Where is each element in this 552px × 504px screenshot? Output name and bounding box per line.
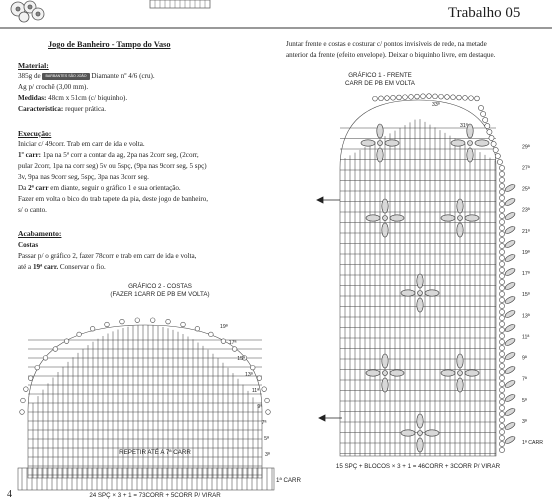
chart2-row-label: 3ª <box>265 452 270 458</box>
exec-line-7: s/ o canto. <box>18 206 47 214</box>
picot-stitch <box>497 159 502 164</box>
medidas-label: Medidas: <box>18 94 47 102</box>
flower-petal <box>366 215 380 221</box>
picot-stitch <box>499 207 504 212</box>
picot-stitch <box>499 393 504 398</box>
picot-stitch <box>499 243 504 248</box>
chart1-row-label: 31ª <box>460 123 468 130</box>
material-line-2: Ag p/ crochê (3,00 mm). <box>18 83 89 91</box>
chart1-row-labels <box>432 102 543 446</box>
flower-petal <box>401 290 415 296</box>
picot-stitch <box>499 441 504 446</box>
picot-stitch <box>499 333 504 338</box>
chart1-row-label: 25ª <box>522 186 530 193</box>
edge-leaf <box>504 309 516 319</box>
picot-stitch <box>427 94 432 99</box>
exec-row2-label: 2ª carr <box>28 184 49 192</box>
edge-leaf <box>504 407 516 417</box>
picot-stitch <box>499 297 504 302</box>
edge-leaf <box>504 393 516 403</box>
exec-line5-pre: Da <box>18 184 27 192</box>
chart2-repeat-label: REPETIR ATÉ A 7ª CARR <box>119 449 191 456</box>
chart1-subtitle: CARR DE PB EM VOLTA <box>345 80 415 87</box>
chart2-row-label: 17ª <box>228 340 237 346</box>
flower-petal <box>417 438 423 452</box>
picot-stitch <box>499 351 504 356</box>
caracteristica-line <box>18 105 106 114</box>
picot-stitch <box>415 94 420 99</box>
picot-stitch <box>439 94 444 99</box>
picot-stitch <box>499 225 504 230</box>
edge-leaf <box>504 225 516 235</box>
flower-petal <box>441 215 455 221</box>
picot-stitch <box>499 369 504 374</box>
picot-stitch <box>499 345 504 350</box>
chart1-flower-motifs <box>361 124 516 452</box>
caracteristica-value: requer prática. <box>65 105 107 113</box>
picot-stitch <box>499 321 504 326</box>
picot-stitch <box>499 339 504 344</box>
picot-stitch <box>195 326 200 331</box>
page-number: 4 <box>7 489 12 500</box>
chart2-row-label: 15ª <box>237 356 245 362</box>
edge-leaf <box>504 435 516 445</box>
picot-stitch <box>209 332 214 337</box>
flower-petal <box>377 124 383 138</box>
flower-petal <box>377 148 383 162</box>
picot-stitch <box>499 183 504 188</box>
picot-stitch <box>499 261 504 266</box>
exec-line-3: pular 2corr, 1pa na corr seg) 5v ou 5spç, (9pa nas 9corr seg, 5 spç) <box>18 162 207 170</box>
exec-line-1: Iniciar c/ 49corr. Trab em carr de ida e volta. <box>18 140 145 148</box>
picot-stitch <box>24 387 29 392</box>
picot-stitch <box>499 303 504 308</box>
picot-stitch <box>499 219 504 224</box>
flower-petal <box>457 223 463 237</box>
flower-petal <box>457 199 463 213</box>
edge-leaf <box>504 295 516 305</box>
picot-stitch <box>457 95 462 100</box>
chart1-row-label: 7ª <box>522 376 527 383</box>
picot-stitch <box>475 96 480 101</box>
caracteristica-label: Característica: <box>18 105 64 113</box>
page-title: Trabalho 05 <box>448 5 521 21</box>
picot-stitch <box>403 95 408 100</box>
chart1-row-label: 3ª <box>522 418 527 425</box>
picot-stitch <box>499 387 504 392</box>
chart2-row-label: 5ª <box>264 436 269 442</box>
picot-stitch <box>373 96 378 101</box>
edge-leaf <box>504 211 516 221</box>
flower-petal <box>385 140 399 146</box>
flower-petal <box>457 354 463 368</box>
chart1-row-label: 21ª <box>522 228 530 235</box>
picot-stitch <box>478 105 483 110</box>
picot-stitch <box>53 347 58 352</box>
flower-petal <box>475 140 489 146</box>
flower-petal <box>382 199 388 213</box>
picot-stitch <box>499 447 504 452</box>
flower-center <box>458 371 463 376</box>
picot-stitch <box>499 429 504 434</box>
picot-stitch <box>120 319 125 324</box>
edge-leaf <box>504 323 516 333</box>
picot-stitch <box>499 327 504 332</box>
picot-stitch <box>489 135 494 140</box>
material-amount: 385g de <box>18 72 41 80</box>
chart2-row-label: 19ª <box>220 324 228 330</box>
edge-leaf <box>504 421 516 431</box>
picot-stitch <box>391 95 396 100</box>
picot-stitch <box>262 387 267 392</box>
flower-petal <box>417 298 423 312</box>
picot-stitch <box>495 153 500 158</box>
picot-stitch <box>499 171 504 176</box>
picot-stitch <box>499 363 504 368</box>
picot-stitch <box>499 375 504 380</box>
flower-center <box>468 141 473 146</box>
chart1-row-label: 5ª <box>522 397 527 404</box>
flower-center <box>418 431 423 436</box>
costas-heading: Costas <box>18 241 39 249</box>
picot-stitch <box>166 319 171 324</box>
chart1-crochet-diagram <box>300 88 552 460</box>
picot-stitch <box>483 117 488 122</box>
picot-stitch <box>499 255 504 260</box>
costas-line2-pre: até a <box>18 263 32 271</box>
flower-petal <box>465 370 479 376</box>
picot-stitch <box>499 195 504 200</box>
flower-petal <box>401 430 415 436</box>
flower-petal <box>417 274 423 288</box>
chart2-picot-edge <box>20 318 271 414</box>
picot-stitch <box>20 410 25 415</box>
picot-stitch <box>499 435 504 440</box>
picot-stitch <box>499 249 504 254</box>
picot-stitch <box>499 231 504 236</box>
exec-row1-text: 1pa na 5ª corr a contar da ag, 2pa nas 2corr seg, (2corr, <box>42 151 199 159</box>
medidas-value: 48cm x 51cm (c/ biquinho). <box>48 94 128 102</box>
picot-stitch <box>397 95 402 100</box>
picot-stitch <box>445 95 450 100</box>
costas-line-1: Passar p/ o gráfico 2, fazer 78corr e trab em carr de ida e volta, <box>18 252 197 260</box>
picot-stitch <box>43 356 48 361</box>
picot-stitch <box>481 111 486 116</box>
exec-line-6: Fazer em volta o bico do trab tapete da pia, deste jogo de banheiro, <box>18 195 209 203</box>
chart1-row-label: 19ª <box>522 249 530 256</box>
picot-stitch <box>499 417 504 422</box>
flower-petal <box>467 124 473 138</box>
right-text-line-1: Juntar frente e costas e costurar c/ pontos invisíveis de rede, na metade <box>286 40 487 48</box>
execucao-heading: Execução: <box>18 129 52 138</box>
picot-stitch <box>385 96 390 101</box>
exec-line5-post: em diante, seguir o gráfico 1 e sua orientação. <box>50 184 181 192</box>
picot-stitch <box>135 318 140 323</box>
picot-stitch <box>433 94 438 99</box>
direction-arrow-icon <box>317 197 340 203</box>
flower-petal <box>390 215 404 221</box>
edge-leaf <box>504 267 516 277</box>
picot-stitch <box>487 129 492 134</box>
chart2-subtitle: (FAZER 1CARR DE PB EM VOLTA) <box>110 291 210 298</box>
chart2-base-rows <box>18 468 274 490</box>
picot-stitch <box>499 399 504 404</box>
chart2-row-label: 9ª <box>257 404 263 410</box>
picot-stitch <box>181 322 186 327</box>
chart1-footer: 15 SPÇ + BLOCOS × 3 + 1 = 46CORR + 3CORR P/ VIRAR <box>335 463 501 470</box>
flower-petal <box>366 370 380 376</box>
picot-stitch <box>499 423 504 428</box>
picot-stitch <box>150 318 155 323</box>
picot-stitch <box>90 326 95 331</box>
exec-row1-label: 1º carr: <box>18 151 42 159</box>
picot-stitch <box>463 95 468 100</box>
flower-petal <box>390 370 404 376</box>
pattern-title: Jogo de Banheiro - Tampo do Vaso <box>48 40 171 49</box>
chart2-title: GRÁFICO 2 - COSTAS <box>128 283 192 290</box>
picot-stitch <box>499 165 504 170</box>
chart1-row-label: 1ª CARR <box>522 440 543 446</box>
picot-stitch <box>64 339 69 344</box>
flower-center <box>378 141 383 146</box>
flower-petal <box>382 354 388 368</box>
flower-petal <box>417 414 423 428</box>
costas-line-2 <box>18 263 106 272</box>
picot-stitch <box>469 96 474 101</box>
picot-stitch <box>499 237 504 242</box>
material-heading: Material: <box>18 61 49 70</box>
picot-stitch <box>499 291 504 296</box>
picot-stitch <box>105 322 110 327</box>
header-rule <box>0 27 552 30</box>
picot-stitch <box>493 147 498 152</box>
picot-stitch <box>221 339 226 344</box>
flower-petal <box>382 378 388 392</box>
costas-row-label: 19ª carr. <box>32 263 59 271</box>
picot-stitch <box>499 381 504 386</box>
picot-stitch <box>379 96 384 101</box>
flower-petal <box>465 215 479 221</box>
edge-leaf <box>504 365 516 375</box>
exec-line-4: 3v, 9pa nas 9corr seg, 5spç, 3pa nas 3corr seg. <box>18 173 149 181</box>
picot-stitch <box>499 273 504 278</box>
flower-petal <box>382 223 388 237</box>
picot-stitch <box>499 405 504 410</box>
edge-leaf <box>504 281 516 291</box>
picot-stitch <box>451 95 456 100</box>
flower-petal <box>425 430 439 436</box>
picot-stitch <box>485 123 490 128</box>
chart1-row-label: 27ª <box>522 165 530 172</box>
picot-stitch <box>266 410 271 415</box>
doily-flower-icon <box>11 1 44 22</box>
brand-logo: BARBANTES SÃO JOÃO <box>42 73 89 80</box>
picot-stitch <box>499 309 504 314</box>
chart2-footer: 24 SPÇ × 3 + 1 = 73CORR + 5CORR P/ VIRAR <box>89 492 221 499</box>
material-line-1 <box>18 72 155 81</box>
flower-petal <box>441 370 455 376</box>
flower-center <box>383 371 388 376</box>
picot-stitch <box>499 411 504 416</box>
material-yarn: Diamante nº 4/6 (cru). <box>91 72 155 80</box>
picot-stitch <box>265 398 270 403</box>
direction-arrow-icon <box>319 415 342 421</box>
chart2-first-row-label: 1ª CARR <box>276 477 301 484</box>
chart2-row-label: 13ª <box>245 372 253 378</box>
chart2-row-label: 11ª <box>251 388 260 394</box>
edge-leaf <box>504 239 516 249</box>
flower-petal <box>467 148 473 162</box>
medidas-line <box>18 94 127 103</box>
flower-center <box>383 216 388 221</box>
picot-stitch <box>499 315 504 320</box>
edge-leaf <box>504 379 516 389</box>
chart2-row-label: 7ª <box>261 420 267 426</box>
chart1-title: GRÁFICO 1 - FRENTE <box>348 72 412 79</box>
acabamento-heading: Acabamento: <box>18 229 62 238</box>
picot-stitch <box>250 365 255 370</box>
flower-petal <box>425 290 439 296</box>
picot-stitch <box>499 267 504 272</box>
chart1-row-label: 29ª <box>522 144 530 151</box>
chart1-row-label: 9ª <box>522 355 527 362</box>
chart2-crochet-diagram <box>0 300 300 504</box>
exec-line-2 <box>18 151 199 160</box>
flower-center <box>418 291 423 296</box>
picot-stitch <box>499 213 504 218</box>
edge-leaf <box>504 197 516 207</box>
edge-leaf <box>504 183 516 193</box>
picot-stitch <box>77 332 82 337</box>
chart1-row-label: 17ª <box>522 271 530 277</box>
chart1-row-label: 15ª <box>522 292 530 299</box>
chart1-row-label: 23ª <box>522 207 530 214</box>
edge-leaf <box>504 351 516 361</box>
picot-stitch <box>35 365 40 370</box>
flower-petal <box>361 140 375 146</box>
picot-stitch <box>409 94 414 99</box>
flower-petal <box>451 140 465 146</box>
edge-leaf <box>504 337 516 347</box>
picot-stitch <box>499 201 504 206</box>
picot-stitch <box>491 141 496 146</box>
picot-stitch <box>499 189 504 194</box>
flower-petal <box>457 378 463 392</box>
picot-stitch <box>232 347 237 352</box>
chart1-row-label: 13ª <box>522 313 530 320</box>
picot-stitch <box>499 279 504 284</box>
costas-line2-post: Conservar o fio. <box>59 263 106 271</box>
picot-stitch <box>21 398 26 403</box>
picot-stitch <box>28 376 33 381</box>
picot-stitch <box>421 94 426 99</box>
exec-line-5 <box>18 184 181 193</box>
picot-stitch <box>499 177 504 182</box>
chart1-row-label: 33ª <box>432 102 440 108</box>
flower-center <box>458 216 463 221</box>
chart1-row-label: 11ª <box>522 334 530 341</box>
edge-leaf <box>504 253 516 263</box>
picot-stitch <box>499 285 504 290</box>
picot-stitch <box>499 357 504 362</box>
right-text-line-2: anterior da frente (efeito envelope). Deixar o biquinho livre, em destaque. <box>286 51 496 59</box>
picot-stitch <box>257 376 262 381</box>
